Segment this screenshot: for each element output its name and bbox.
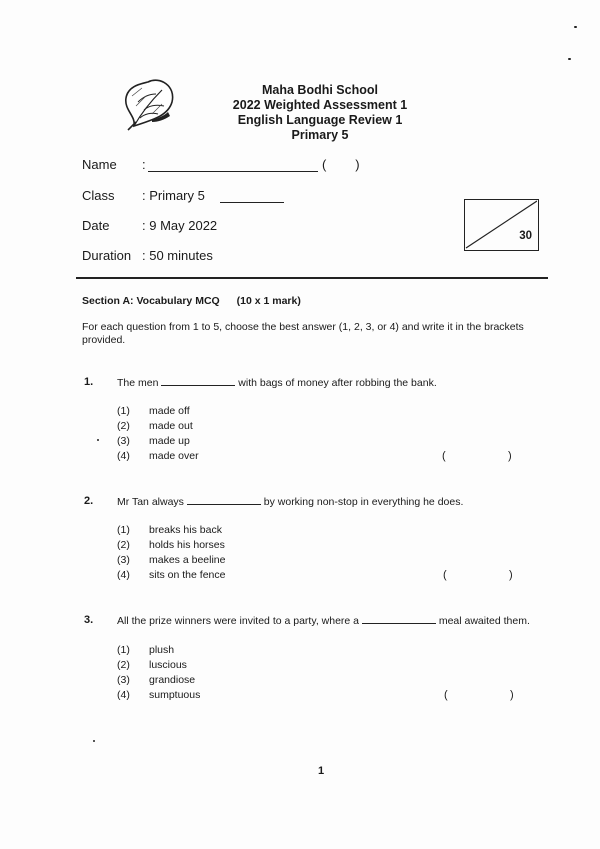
- question-text-before: Mr Tan always: [117, 496, 187, 508]
- question-number: 2.: [84, 495, 94, 507]
- section-instruction: For each question from 1 to 5, choose the best answer (1, 2, 3, or 4) and write it in the brackets provided.: [82, 321, 524, 346]
- answer-bracket-open[interactable]: (: [443, 569, 447, 581]
- question-text-after: by working non-stop in everything he does.: [260, 496, 464, 508]
- answer-bracket-close: ): [509, 569, 513, 581]
- option-text: made out: [149, 420, 193, 432]
- question-text-after: meal awaited them.: [435, 615, 530, 627]
- question-text: [117, 376, 437, 389]
- name-colon: :: [142, 157, 146, 172]
- answer-blank: [187, 495, 261, 505]
- scan-speck: [97, 439, 99, 441]
- answer-bracket-close: ): [508, 450, 512, 462]
- page-number: 1: [318, 765, 325, 777]
- section-marks: (10 x 1 mark): [236, 295, 301, 307]
- subject-title: English Language Review 1: [237, 113, 403, 127]
- option-number: (4): [117, 569, 130, 581]
- option-number: (2): [117, 420, 130, 432]
- option-number: (2): [117, 659, 130, 671]
- option-text: made over: [149, 450, 199, 462]
- option-text: luscious: [149, 659, 187, 671]
- school-logo: [118, 76, 178, 132]
- option-number: (3): [117, 554, 130, 566]
- option-text: made up: [149, 435, 190, 447]
- duration-value: : 50 minutes: [142, 248, 213, 263]
- question-text: [117, 495, 463, 508]
- question-number: 1.: [84, 376, 94, 388]
- option-number: (4): [117, 450, 130, 462]
- answer-blank: [362, 614, 436, 624]
- option-text: breaks his back: [149, 524, 222, 536]
- register-number-brackets: ( ): [322, 157, 360, 172]
- scan-speck: [568, 58, 571, 60]
- duration-label: Duration: [82, 248, 132, 263]
- date-value: : 9 May 2022: [142, 218, 218, 233]
- header-divider: [76, 277, 548, 279]
- school-name: Maha Bodhi School: [262, 83, 378, 97]
- option-number: (1): [117, 405, 130, 417]
- option-text: makes a beeline: [149, 554, 226, 566]
- score-total: 30: [519, 230, 532, 242]
- question-text-before: All the prize winners were invited to a party, where a: [117, 615, 362, 627]
- option-number: (1): [117, 644, 130, 656]
- scan-speck: [93, 740, 95, 742]
- assessment-title: 2022 Weighted Assessment 1: [232, 98, 408, 112]
- section-heading: [82, 295, 301, 307]
- answer-blank: [161, 376, 235, 386]
- option-number: (2): [117, 539, 130, 551]
- score-box: [464, 199, 539, 251]
- answer-bracket-open[interactable]: (: [442, 450, 446, 462]
- date-label: Date: [82, 218, 110, 233]
- document-header: [200, 83, 440, 143]
- name-field[interactable]: [148, 171, 318, 172]
- class-value: : Primary 5: [142, 188, 205, 203]
- option-number: (1): [117, 524, 130, 536]
- option-number: (4): [117, 689, 130, 701]
- option-text: made off: [149, 405, 190, 417]
- level-title: Primary 5: [291, 128, 349, 142]
- question-text-before: The men: [117, 377, 162, 389]
- option-text: sits on the fence: [149, 569, 226, 581]
- question-text-after: with bags of money after robbing the bank.: [235, 377, 437, 389]
- answer-bracket-open[interactable]: (: [444, 689, 448, 701]
- option-text: plush: [149, 644, 175, 656]
- option-text: holds his horses: [149, 539, 225, 551]
- option-text: sumptuous: [149, 689, 201, 701]
- option-text: grandiose: [149, 674, 196, 686]
- section-title: Section A: Vocabulary MCQ: [82, 295, 220, 307]
- scan-speck: [574, 26, 577, 28]
- class-label: Class: [82, 188, 115, 203]
- class-field[interactable]: [220, 202, 284, 203]
- option-number: (3): [117, 674, 130, 686]
- question-number: 3.: [84, 614, 94, 626]
- question-text: [117, 614, 530, 627]
- name-label: Name: [82, 157, 117, 172]
- option-number: (3): [117, 435, 130, 447]
- answer-bracket-close: ): [510, 689, 514, 701]
